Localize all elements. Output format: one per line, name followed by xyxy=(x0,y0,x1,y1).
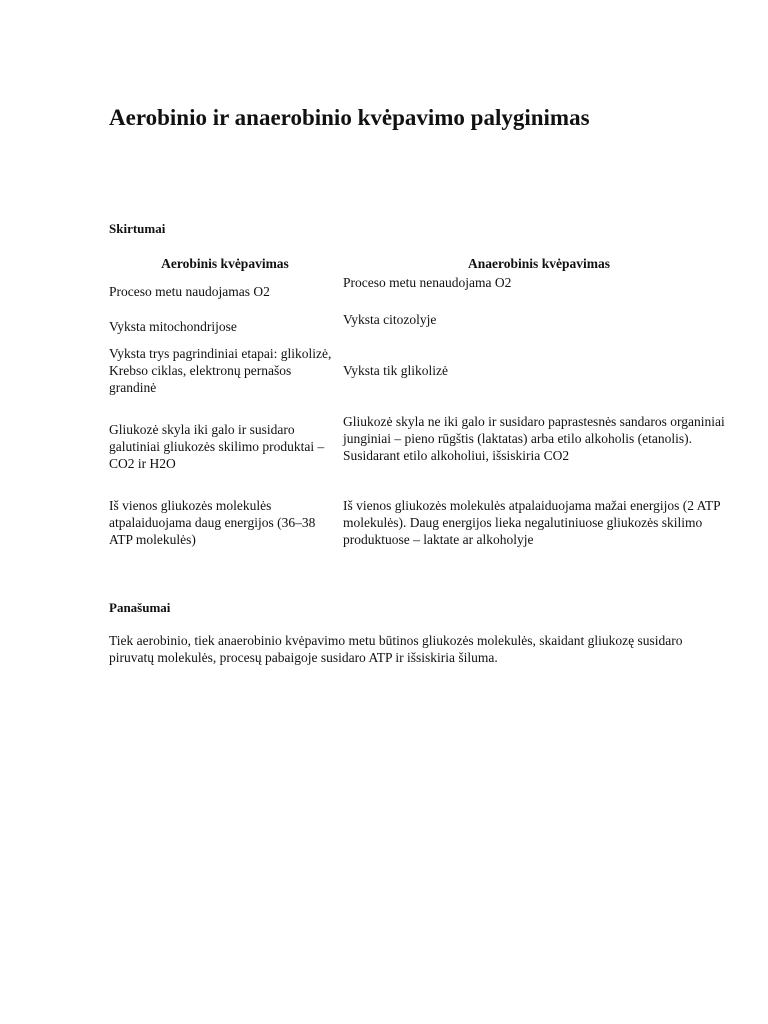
table-cell-aerobic-4: Gliukozė skyla iki galo ir susidaro galutiniai gliukozės skilimo produktai – CO2 ir H2O xyxy=(109,422,325,471)
table-cell-aerobic-5: Iš vienos gliukozės molekulės atpalaiduojama daug energijos (36–38 ATP molekulės) xyxy=(109,498,316,547)
document-title: Aerobinio ir anaerobinio kvėpavimo palyginimas xyxy=(109,105,590,130)
column-header-anaerobic: Anaerobinis kvėpavimas xyxy=(468,256,610,271)
differences-heading: Skirtumai xyxy=(109,221,166,236)
table-cell-anaerobic-5: Iš vienos gliukozės molekulės atpalaiduojama mažai energijos (2 ATP molekulės). Daug energijos lieka negalutiniuose gliukozės skilimo produktuose – laktate ar alkoholyje xyxy=(343,498,721,547)
table-cell-anaerobic-4: Gliukozė skyla ne iki galo ir susidaro paprastesnės sandaros organiniai junginiai – pieno rūgštis (laktatas) arba etilo alkoholis (etanolis). Susidarant etilo alkoholiui, išsiskiria CO2 xyxy=(343,414,725,463)
similarities-heading: Panašumai xyxy=(109,600,171,615)
table-cell-anaerobic-2: Vyksta citozolyje xyxy=(343,312,437,327)
table-cell-aerobic-2: Vyksta mitochondrijose xyxy=(109,319,237,334)
similarities-paragraph: Tiek aerobinio, tiek anaerobinio kvėpavimo metu būtinos gliukozės molekulės, skaidant gliukozę susidaro piruvatų molekulės, procesų pabaigoje susidaro ATP ir išsiskiria šiluma. xyxy=(109,633,683,665)
table-cell-anaerobic-3: Vyksta tik glikolizė xyxy=(343,363,448,378)
table-cell-aerobic-1: Proceso metu naudojamas O2 xyxy=(109,284,270,299)
table-cell-aerobic-3: Vyksta trys pagrindiniai etapai: glikolizė, Krebso ciklas, elektronų pernašos grandinė xyxy=(109,346,332,395)
column-header-aerobic: Aerobinis kvėpavimas xyxy=(161,256,289,271)
table-cell-anaerobic-1: Proceso metu nenaudojama O2 xyxy=(343,275,512,290)
